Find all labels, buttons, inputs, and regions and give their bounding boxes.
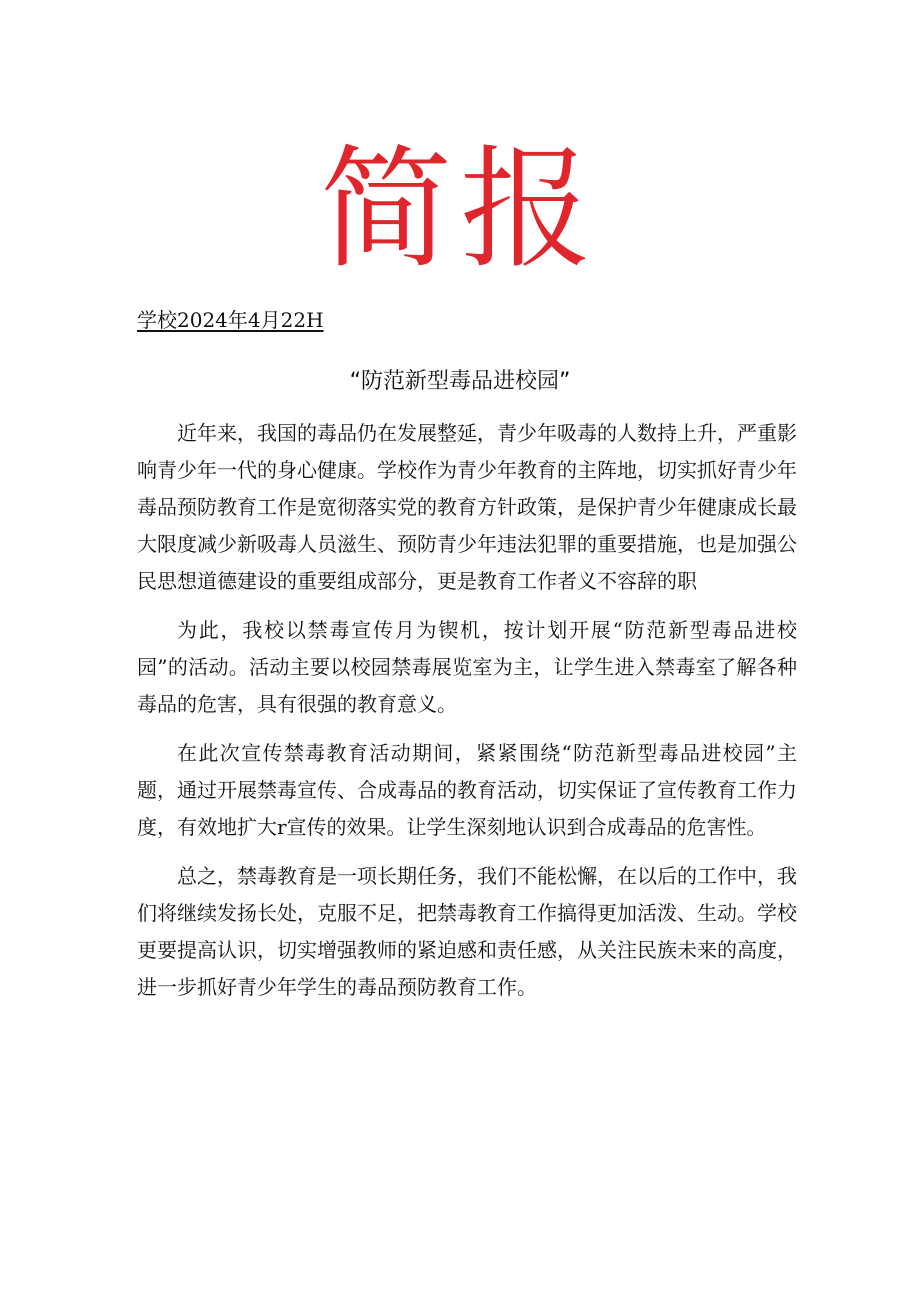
paragraph: 近年来，我国的毒品仍在发展整延，青少年吸毒的人数持上升，严重影响青少年一代的身心健康。学校作为青少年教育的主阵地，切实抓好青少年毒品预防教育工作是宽彻落实党的教育方针政策，是保护青少年健康成长最大限度减少新吸毒人员滋生、预防青少年违法犯罪的重要措施，也是加强公民思想道德建设的重要组成部分，更是教育工作者义不容辞的职 <box>137 421 797 593</box>
paragraph: 总之，禁毒教育是一项长期任务，我们不能松懈，在以后的工作中，我们将继续发扬长处，克服不足，把禁毒教育工作搞得更加活泼、生动。学校更要提高认识，切实增强教师的紧迫感和责任感，从关注民族未来的高度，进一步抓好青少年学生的毒品预防教育工作。 <box>137 864 797 999</box>
paragraph: 为此，我校以禁毒宣传月为锲机，按计划开展“防范新型毒品进校园”的活动。活动主要以校园禁毒展览室为主，让学生进入禁毒室了解各种毒品的危害，具有很强的教育意义。 <box>137 618 797 716</box>
article-body <box>137 415 797 1018</box>
article-headline: “防范新型毒品进校园” <box>349 369 571 394</box>
paragraph: 在此次宣传禁毒教育活动期间，紧紧围绕“防范新型毒品进校园”主题，通过开展禁毒宣传、合成毒品的教育活动，切实保证了宣传教育工作力度，有效地扩大r宣传的效果。让学生深刻地认识到合成毒品的危害性。 <box>137 741 797 839</box>
masthead-title: 简报 <box>320 133 600 287</box>
dateline: 学校2024年4月22H <box>137 308 324 332</box>
